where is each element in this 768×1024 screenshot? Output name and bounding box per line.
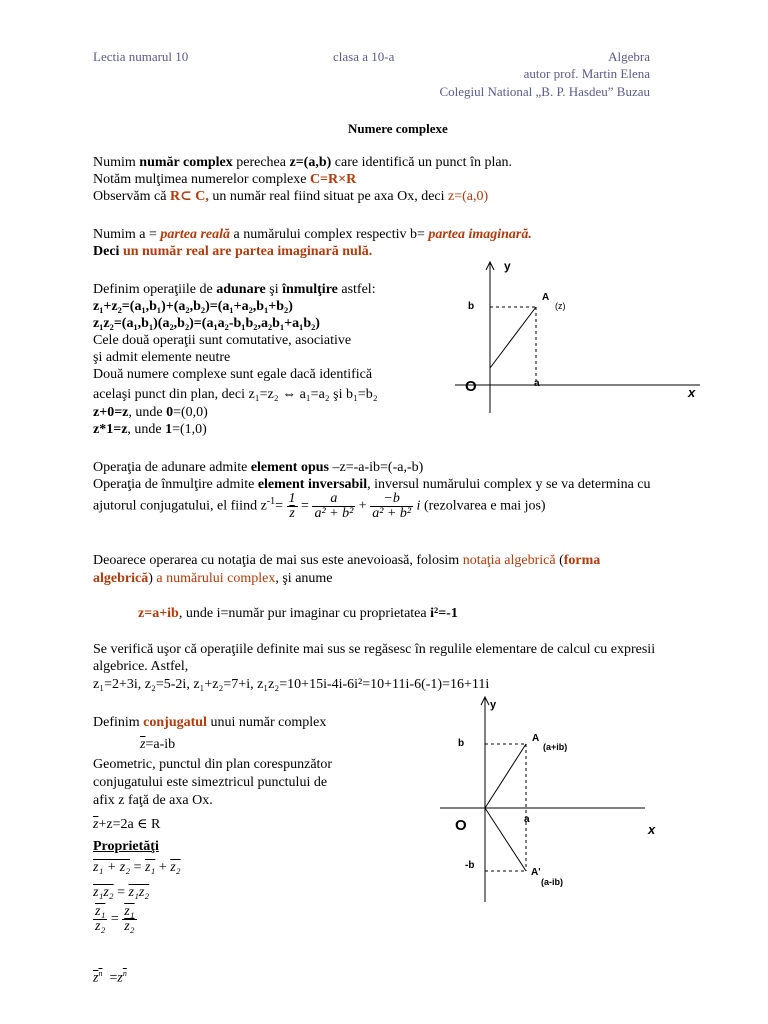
conj-line-1: Definim conjugatul unui număr complex: [93, 715, 327, 730]
algebraic-line-2: algebrică) a numărului complex, şi anume: [93, 571, 333, 586]
graph2-vector-aprime: [485, 808, 526, 871]
property-3: $\frac{\text{z₁}}{\text{z₂}}$ = $\frac{\text{z₁}}{\text{z₂}}$: [95, 904, 135, 934]
conj-line-6: $\overline{z}+z=2a$ ∈ R: [93, 817, 161, 832]
graph2-point-label: A: [532, 733, 540, 744]
header-author: autor prof. Martin Elena: [523, 66, 650, 81]
parts-line-2: Deci un număr real are partea imaginară nulă.: [93, 244, 373, 259]
graph1-a-label: a: [534, 378, 540, 389]
ops-line-4: Cele două operaţii sunt comutative, asociative: [93, 333, 352, 348]
intro-line-3: Observăm că R⊂ C, un număr real fiind situat pe axa Ox, deci z=(a,0): [93, 189, 489, 204]
conj-line-4: conjugatului este simeztricul punctului de: [93, 775, 328, 790]
algebraic-line-1: Deoarece operarea cu notaţia de mai sus este anevoioasă, folosim notaţia algebrică (forma: [93, 553, 601, 568]
graph2-origin-label: O: [455, 817, 467, 834]
conj-line-3: Geometric, punctul din plan corespunzător: [93, 757, 333, 772]
graph1-y-label: y: [504, 259, 511, 273]
properties-heading: Proprietăţi: [93, 839, 159, 854]
frac-mb-over-norm: $\frac{-b}{\text{a² + b²}}$: [372, 491, 412, 521]
property-2: z₁z₂ = z₁z₂: [93, 885, 150, 900]
property-4: $\overline{z}^{\overline{n}} =z^{\overline{n}}$: [93, 969, 127, 986]
property-1: z₁ + z₂ = z₁ + z₂: [93, 860, 181, 875]
ops-line-7: acelaşi punct din plan, deci z₁=z₂ ⇔ a₁=a₂ şi b₁=b₂: [93, 387, 378, 402]
graph1-y-arrow: [486, 262, 494, 270]
graph2-a-label: a: [524, 814, 530, 825]
frac-a-over-norm: $\frac{a}{\text{a² + b²}}$: [314, 491, 354, 521]
graph2-mb-label: -b: [465, 860, 475, 871]
graph2-y-arrow: [481, 697, 489, 705]
graph2-x-label: x: [648, 822, 656, 837]
ops-line-1: Definim operaţiile de adunare şi înmulţire astfel:: [93, 282, 376, 297]
algebraic-line-3: z=a+ib, unde i=număr pur imaginar cu proprietatea i²=-1: [138, 606, 458, 621]
inverse-line-2: Operaţia de înmulţire admite element inversabil, inversul numărului complex y se va determina cu: [93, 477, 651, 492]
verify-line-3: z₁=2+3i, z₂=5-2i, z₁+z₂=7+i, z₁z₂=10+15i-4i-6i²=10+11i-6(-1)=16+11i: [93, 677, 490, 692]
graph1-x-label: x: [688, 385, 696, 400]
verify-line-2: algebrice. Astfel,: [93, 659, 189, 674]
conj-line-5: afix z faţă de axa Ox.: [93, 793, 213, 808]
ops-line-5: şi admit elemente neutre: [93, 350, 231, 365]
ops-sum: z₁+z₂=(a₁,b₁)+(a₂,b₂)=(a₁+a₂,b₁+b₂): [93, 299, 293, 314]
verify-line-1: Se verifică uşor că operaţiile definite mai sus se regăsesc în regulile elementare de calcul cu expresii: [93, 642, 656, 657]
header-lesson: Lectia numarul 10: [93, 49, 189, 64]
graph1-origin-label: O: [465, 378, 477, 395]
graph2-amib-label: (a-ib): [541, 877, 563, 887]
graph2-aprime-label: A': [531, 867, 541, 878]
graph1-vector: [490, 307, 536, 368]
ops-line-9: z*1=z, unde 1=(1,0): [93, 422, 207, 437]
graph2-y-label: y: [490, 699, 497, 711]
ops-line-8: z+0=z, unde 0=(0,0): [93, 405, 208, 420]
frac-one-over-zbar: $\frac{1}{z}$: [288, 491, 296, 521]
intro-line-2: Notăm mulţimea numerelor complexe C=R×R: [93, 172, 357, 187]
parts-line-1: Numim a = partea reală a numărului complex respectiv b= partea imaginară.: [93, 227, 532, 242]
inverse-line-1: Operaţia de adunare admite element opus –z=-a-ib=(-a,-b): [93, 460, 424, 475]
intro-line-1: Numim număr complex perechea z=(a,b) care identifică un punct în plan.: [93, 155, 513, 170]
ops-product: z₁z₂=(a₁,b₁)(a₂,b₂)=(a₁a₂-b₁b₂,a₂b₁+a₁b₂): [93, 316, 320, 331]
conj-line-2: $\overline{z}=a-ib$: [140, 737, 176, 752]
graph2-vector-a: [485, 744, 526, 808]
inverse-formula: ajutorul conjugatului, el fiind $z^{-1}=$ $\frac{1}{z}$ = $\frac{a}{\text{a² + b²}}$ + $\frac{-b}{\text{a² + b²}}$ i (rezolvarea e mai jos): [93, 491, 546, 521]
header-class: clasa a 10-a: [333, 49, 395, 64]
header-subject: Algebra: [608, 49, 650, 64]
graph2-aib-label: (a+ib): [543, 742, 568, 752]
graph1-point-label: A: [542, 292, 550, 303]
page-title: Numere complexe: [348, 121, 448, 136]
graph1-z-label: (z): [555, 301, 566, 311]
graph1-b-label: b: [468, 301, 475, 312]
header-school: Colegiul National „B. P. Hasdeu” Buzau: [439, 84, 650, 99]
ops-line-6: Două numere complexe sunt egale dacă identifică: [93, 367, 373, 382]
graph2-b-label: b: [458, 738, 465, 749]
